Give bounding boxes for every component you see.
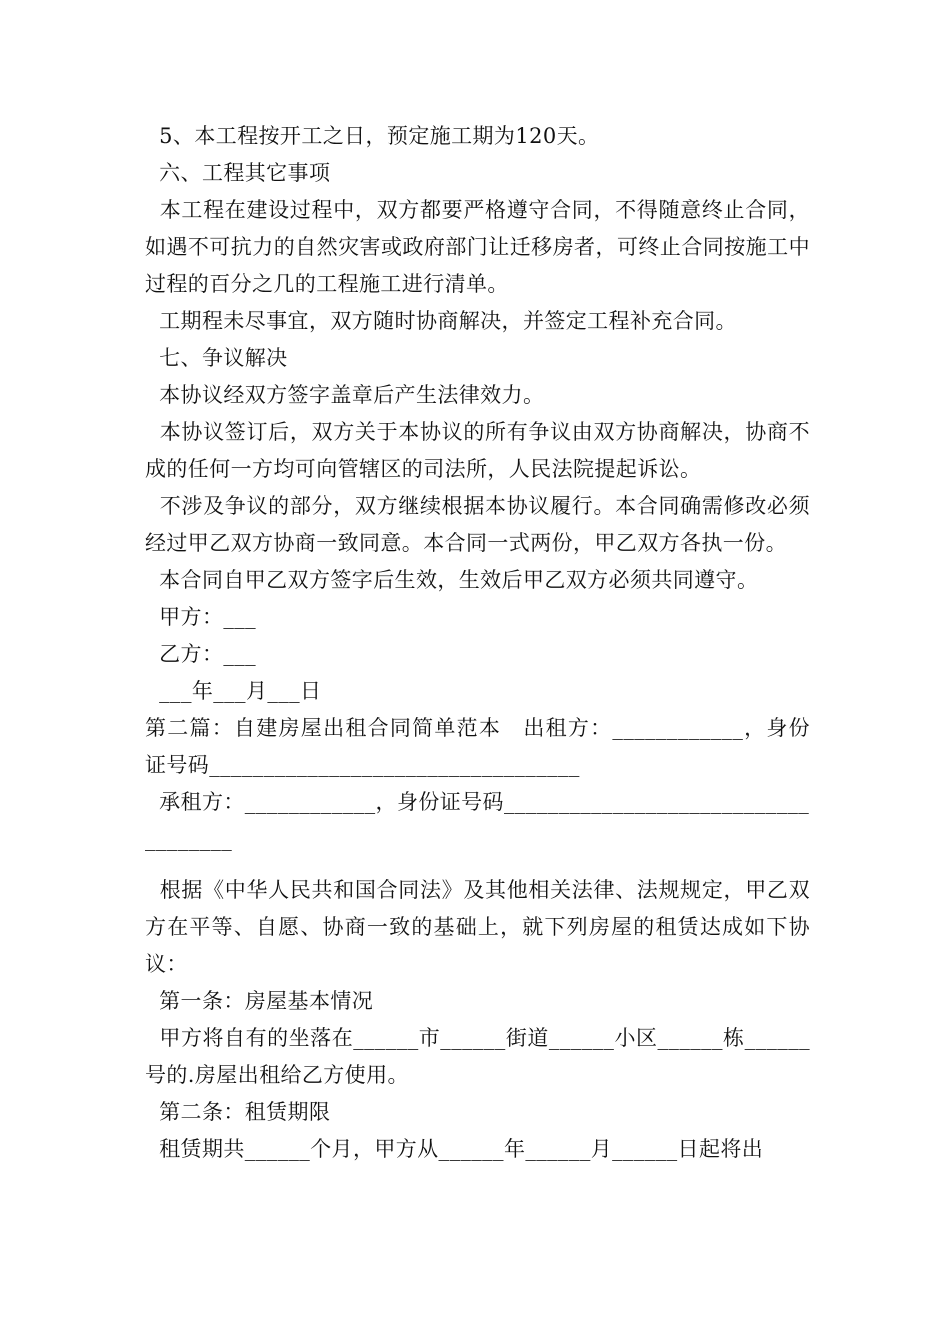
paragraph-dispute-litigation: 本协议签订后，双方关于本协议的所有争议由双方协商解决，协商不成的任何一方均可向管辖区的司法所，人民法院提起诉讼。: [145, 420, 811, 481]
heading-other-matters: 六、工程其它事项: [145, 161, 331, 185]
paragraph-house-location: 甲方将自有的坐落在______市______街道______小区______栋______号的.房屋出租给乙方使用。: [145, 1026, 810, 1087]
signature-party-a: 甲方：___: [145, 605, 257, 629]
paragraph-construction-period: 5、本工程按开工之日，预定施工期为120天。: [145, 124, 600, 148]
signature-party-b: 乙方：___: [145, 642, 257, 666]
paragraph-amendment-copies: 不涉及争议的部分，双方继续根据本协议履行。本合同确需修改必须经过甲乙双方协商一致同意。本合同一式两份，甲乙双方各执一份。: [145, 494, 811, 555]
lessee-line: 承租方：____________，身份证号码____________________________________: [145, 790, 810, 851]
signature-date: ___年___月___日: [145, 679, 322, 703]
paragraph-legal-effect: 本协议经双方签字盖章后产生法律效力。: [145, 383, 545, 407]
paragraph-supplementary-contract: 工期程未尽事宜，双方随时协商解决，并签定工程补充合同。: [145, 309, 737, 333]
paragraph-legal-basis: 根据《中华人民共和国合同法》及其他相关法律、法规规定，甲乙双方在平等、自愿、协商一致的基础上，就下列房屋的租赁达成如下协议：: [145, 878, 811, 976]
heading-article-one: 第一条：房屋基本情况: [145, 989, 374, 1013]
paragraph-effective: 本合同自甲乙双方签字后生效，生效后甲乙双方必须共同遵守。: [145, 568, 759, 592]
heading-article-two: 第二条：租赁期限: [145, 1100, 331, 1124]
paragraph-lease-term: 租赁期共______个月，甲方从______年______月______日起将出: [145, 1137, 764, 1161]
document-body: [145, 118, 810, 1168]
paragraph-contract-termination: 本工程在建设过程中，双方都要严格遵守合同，不得随意终止合同，如遇不可抗力的自然灾害或政府部门让迁移房者，可终止合同按施工中过程的百分之几的工程施工进行清单。: [145, 198, 811, 296]
spacer: [145, 858, 810, 872]
second-contract-title-lessor: 第二篇：自建房屋出租合同简单范本 出租方：____________，身份证号码__________________________________: [145, 716, 810, 777]
heading-dispute-resolution: 七、争议解决: [145, 346, 288, 370]
